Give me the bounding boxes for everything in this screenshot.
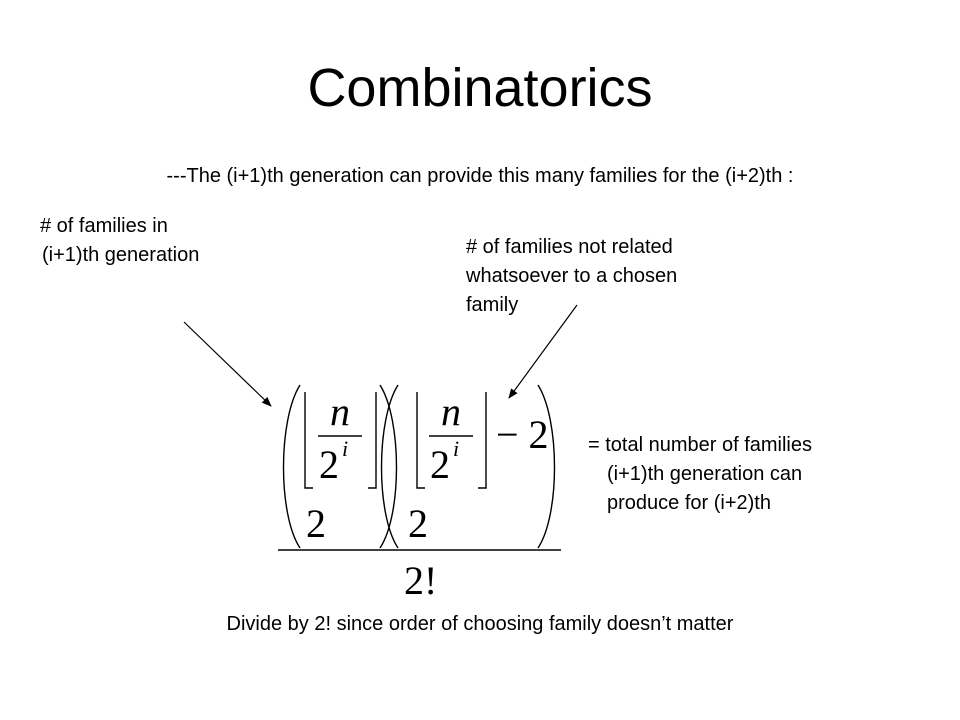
- slide-title: Combinatorics: [307, 58, 653, 118]
- floor1-left-bracket: [305, 392, 313, 488]
- binomial2-right-paren: [538, 385, 555, 548]
- annotation-total-line3: produce for (i+2)th: [607, 492, 771, 514]
- minus-two: − 2: [496, 412, 549, 457]
- annotation-left-line2: (i+1)th generation: [42, 244, 200, 266]
- fraction1-base: 2: [319, 442, 339, 487]
- fraction1-numerator: n: [330, 389, 350, 434]
- footer-note: Divide by 2! since order of choosing family doesn’t matter: [226, 613, 734, 635]
- binomial2-choose: 2: [408, 501, 428, 546]
- arrow-right: [509, 305, 577, 398]
- binomial1-left-paren: [284, 385, 301, 548]
- annotation-right-line1: # of families not related: [466, 236, 673, 258]
- floor2-left-bracket: [417, 392, 425, 488]
- annotation-left-line1: # of families in: [40, 215, 168, 237]
- arrow-left: [184, 322, 271, 406]
- annotation-right-line2: whatsoever to a chosen: [466, 265, 678, 287]
- fraction2-base: 2: [430, 442, 450, 487]
- annotation-total-line2: (i+1)th generation can: [607, 463, 803, 485]
- floor1-right-bracket: [368, 392, 376, 488]
- fraction1-exponent: i: [342, 436, 349, 461]
- annotation-right-line3: family: [466, 294, 519, 316]
- slide-subtitle: ---The (i+1)th generation can provide this many families for the (i+2)th :: [166, 165, 794, 187]
- fraction2-exponent: i: [453, 436, 460, 461]
- binomial1-choose: 2: [306, 501, 326, 546]
- annotation-total-line1: = total number of families: [588, 434, 812, 456]
- fraction2-numerator: n: [441, 389, 461, 434]
- floor2-right-bracket: [478, 392, 486, 488]
- denominator: 2!: [404, 558, 438, 603]
